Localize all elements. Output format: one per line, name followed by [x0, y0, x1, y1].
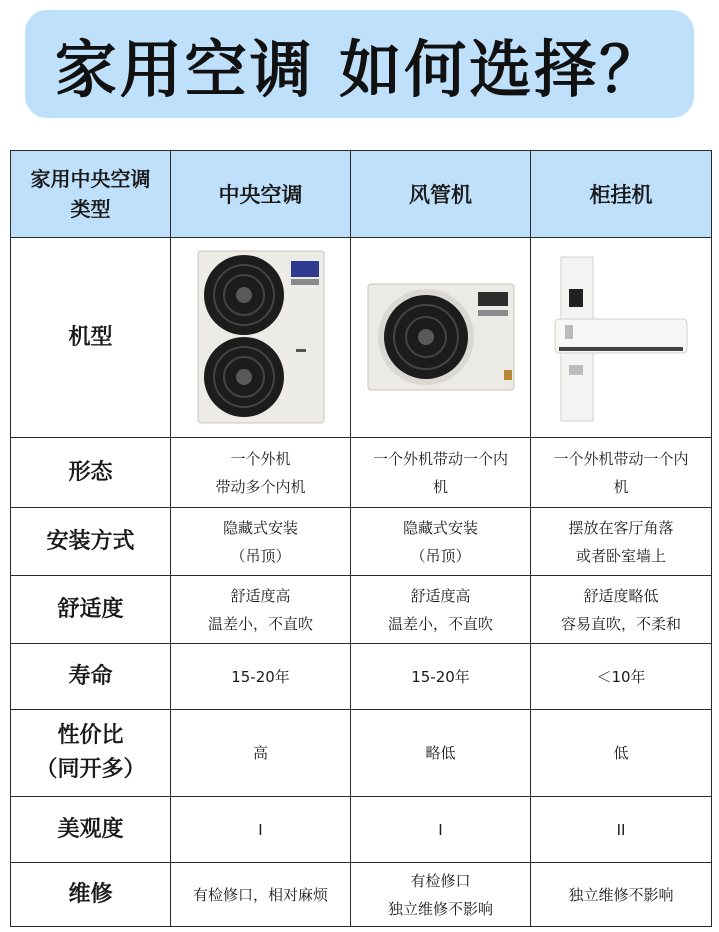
row-label-line2: （同开多）: [35, 757, 146, 782]
table-row-form: [11, 438, 712, 508]
row-label: 寿命: [11, 644, 171, 710]
outdoor-unit-image: [171, 238, 351, 438]
cell-text: 舒适度略低: [583, 586, 659, 605]
row-label: 舒适度: [11, 576, 171, 644]
table-cell: 略低: [351, 710, 531, 797]
column-header-central: 中央空调: [171, 151, 351, 238]
header-row: [11, 151, 712, 238]
table-cell: 独立维修不影响: [531, 863, 712, 927]
row-label-line1: 性价比: [57, 723, 124, 748]
cell-text: 摆放在客厅角落: [568, 518, 674, 537]
column-header-cabinet: 柜挂机: [531, 151, 712, 238]
corner-label-line1: 家用中央空调: [30, 167, 151, 191]
table-row-maintenance: [11, 863, 712, 927]
cell-text: 隐藏式安装: [402, 518, 478, 537]
table-cell: [351, 438, 531, 508]
table-row-lifespan: [11, 644, 712, 710]
cell-text: 机: [613, 477, 629, 496]
table-cell: [351, 508, 531, 576]
cell-text: 一个外机带动一个内: [372, 449, 508, 468]
column-header-duct: 风管机: [351, 151, 531, 238]
table-cell: 15-20年: [351, 644, 531, 710]
table-cell: [171, 508, 351, 576]
table-cell: 15-20年: [171, 644, 351, 710]
row-label: 美观度: [11, 797, 171, 863]
table-cell: [531, 508, 712, 576]
table-cell: 有检修口，相对麻烦: [171, 863, 351, 927]
row-label: [11, 710, 171, 797]
table-cell: [171, 438, 351, 508]
table-cell: 低: [531, 710, 712, 797]
page-title: 家用空调 如何选择？: [54, 32, 665, 106]
cell-text: 温差小，不直吹: [387, 614, 493, 633]
corner-header: [11, 151, 171, 238]
table-cell: [531, 438, 712, 508]
cell-text: 容易直吹，不柔和: [560, 614, 681, 633]
table-cell: 高: [171, 710, 351, 797]
cell-text: 独立维修不影响: [387, 899, 493, 918]
row-label: 维修: [11, 863, 171, 927]
table-cell: II: [531, 797, 712, 863]
cell-text: 一个外机: [230, 449, 291, 468]
cell-text: 舒适度高: [230, 586, 291, 605]
cell-text: 机: [432, 477, 448, 496]
table-cell: [351, 863, 531, 927]
table-cell: [351, 576, 531, 644]
cabinet-wall-unit-image: [531, 238, 712, 438]
comparison-table: [10, 150, 712, 927]
corner-label-line2: 类型: [70, 197, 111, 221]
cell-text: 舒适度高: [410, 586, 471, 605]
table-row-model: [11, 238, 712, 438]
row-label: 安装方式: [11, 508, 171, 576]
table-cell: ＜10年: [531, 644, 712, 710]
table-cell: [531, 576, 712, 644]
table-cell: [171, 576, 351, 644]
cell-text: 温差小，不直吹: [207, 614, 313, 633]
duct-unit-image: [351, 238, 531, 438]
cell-text: （吊顶）: [230, 546, 291, 565]
row-label: 形态: [11, 438, 171, 508]
table-row-comfort: [11, 576, 712, 644]
table-row-value: [11, 710, 712, 797]
cell-text: 带动多个内机: [215, 477, 306, 496]
table-row-appearance: [11, 797, 712, 863]
table-cell: I: [171, 797, 351, 863]
cell-text: 或者卧室墙上: [575, 546, 666, 565]
table-cell: I: [351, 797, 531, 863]
cell-text: 有检修口: [410, 871, 471, 890]
cell-text: 隐藏式安装: [222, 518, 298, 537]
table-row-installation: [11, 508, 712, 576]
cell-text: 一个外机带动一个内: [553, 449, 689, 468]
title-banner: [25, 10, 694, 118]
row-label: 机型: [11, 238, 171, 438]
cell-text: （吊顶）: [410, 546, 471, 565]
